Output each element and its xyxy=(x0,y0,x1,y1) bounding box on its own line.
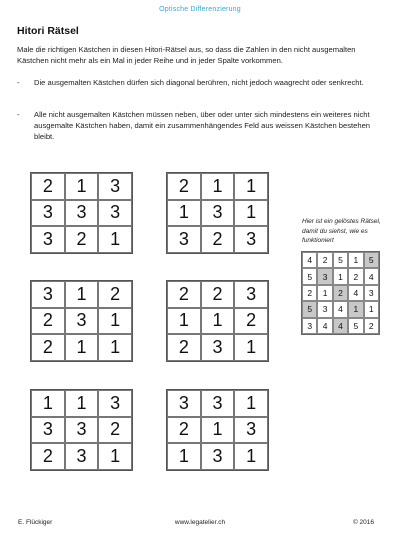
puzzle-cell[interactable]: 2 xyxy=(98,281,132,308)
puzzle-cell[interactable]: 3 xyxy=(98,173,132,200)
solved-cell: 3 xyxy=(317,301,332,317)
puzzle-cell[interactable]: 2 xyxy=(167,281,201,308)
puzzle-cell[interactable]: 3 xyxy=(98,200,132,227)
puzzle-cell[interactable]: 3 xyxy=(31,226,65,253)
puzzle-cell[interactable]: 2 xyxy=(31,308,65,335)
puzzle-cell[interactable]: 2 xyxy=(31,443,65,470)
puzzle-cell[interactable]: 2 xyxy=(31,173,65,200)
puzzle-cell[interactable]: 3 xyxy=(31,281,65,308)
footer-copyright: © 2016 xyxy=(352,519,374,526)
puzzle-cell[interactable]: 3 xyxy=(31,200,65,227)
solved-cell-shaded: 5 xyxy=(302,301,317,317)
solved-cell: 3 xyxy=(302,318,317,334)
puzzle-cell[interactable]: 1 xyxy=(234,390,268,417)
puzzle-cell[interactable]: 1 xyxy=(201,308,235,335)
puzzle-cell[interactable]: 1 xyxy=(98,308,132,335)
solved-cell: 2 xyxy=(348,268,363,284)
solved-cell: 4 xyxy=(317,318,332,334)
rule-dash: - xyxy=(17,110,20,119)
solved-cell: 2 xyxy=(302,285,317,301)
puzzle-cell[interactable]: 1 xyxy=(31,390,65,417)
puzzle-cell[interactable]: 3 xyxy=(234,417,268,444)
puzzle-cell[interactable]: 1 xyxy=(65,334,99,361)
puzzle-grid xyxy=(166,172,269,254)
puzzle-cell[interactable]: 1 xyxy=(234,443,268,470)
solved-cell: 4 xyxy=(364,268,379,284)
rule-text: Die ausgemalten Kästchen dürfen sich diagonal berühren, nicht jedoch waagrecht oder senkrecht. xyxy=(34,78,364,87)
puzzle-cell[interactable]: 3 xyxy=(167,226,201,253)
solved-example-grid xyxy=(301,251,380,335)
puzzle-cell[interactable]: 1 xyxy=(234,200,268,227)
puzzle-cell[interactable]: 1 xyxy=(98,334,132,361)
puzzle-cell[interactable]: 3 xyxy=(201,390,235,417)
puzzle-cell[interactable]: 3 xyxy=(234,281,268,308)
solved-cell: 4 xyxy=(302,252,317,268)
puzzle-grid xyxy=(30,389,133,471)
puzzle-grid xyxy=(30,172,133,254)
puzzle-cell[interactable]: 3 xyxy=(201,443,235,470)
puzzle-cell[interactable]: 1 xyxy=(201,173,235,200)
solved-cell: 1 xyxy=(333,268,348,284)
puzzle-cell[interactable]: 3 xyxy=(65,200,99,227)
puzzle-cell[interactable]: 1 xyxy=(98,226,132,253)
puzzle-cell[interactable]: 1 xyxy=(98,443,132,470)
puzzle-cell[interactable]: 1 xyxy=(234,334,268,361)
puzzle-cell[interactable]: 3 xyxy=(65,308,99,335)
puzzle-cell[interactable]: 2 xyxy=(201,281,235,308)
puzzle-cell[interactable]: 1 xyxy=(167,308,201,335)
solved-cell: 5 xyxy=(333,252,348,268)
puzzle-grid xyxy=(30,280,133,362)
rule-dash: - xyxy=(17,78,20,87)
solved-cell: 4 xyxy=(348,285,363,301)
rule-item xyxy=(17,109,387,142)
puzzle-cell[interactable]: 2 xyxy=(167,334,201,361)
puzzle-grid xyxy=(166,280,269,362)
puzzle-cell[interactable]: 3 xyxy=(98,390,132,417)
puzzle-cell[interactable]: 1 xyxy=(234,173,268,200)
solved-cell-shaded: 4 xyxy=(333,318,348,334)
solved-cell: 1 xyxy=(348,252,363,268)
solved-cell: 1 xyxy=(317,285,332,301)
solved-cell-shaded: 5 xyxy=(364,252,379,268)
solved-cell: 5 xyxy=(302,268,317,284)
solved-cell-shaded: 1 xyxy=(348,301,363,317)
rule-text: Alle nicht ausgemalten Kästchen müssen neben, über oder unter sich mindestens ein weiteres nicht ausgemalte Kästchen haben, damit ein zusammenhängendes Feld aus weissen Kästchen bestehen bleibt. xyxy=(34,110,371,141)
puzzle-cell[interactable]: 1 xyxy=(65,173,99,200)
header-label: Optische Differenzierung xyxy=(159,6,241,13)
footer-author: E. Flückiger xyxy=(18,519,53,526)
solved-cell: 2 xyxy=(364,318,379,334)
puzzle-cell[interactable]: 1 xyxy=(65,281,99,308)
solved-cell: 5 xyxy=(348,318,363,334)
puzzle-cell[interactable]: 2 xyxy=(167,417,201,444)
footer-website: www.legatelier.ch xyxy=(174,519,226,526)
puzzle-cell[interactable]: 2 xyxy=(98,417,132,444)
puzzle-cell[interactable]: 3 xyxy=(234,226,268,253)
solved-cell: 4 xyxy=(333,301,348,317)
puzzle-cell[interactable]: 2 xyxy=(167,173,201,200)
puzzle-cell[interactable]: 3 xyxy=(65,443,99,470)
puzzle-cell[interactable]: 2 xyxy=(201,226,235,253)
puzzle-cell[interactable]: 1 xyxy=(167,443,201,470)
solved-cell: 2 xyxy=(317,252,332,268)
solved-cell-shaded: 3 xyxy=(317,268,332,284)
intro-text: Male die richtigen Kästchen in diesen Hitori-Rätsel aus, so dass die Zahlen in den nicht ausgemalten Kästchen nicht mehr als ein Mal in jeder Reihe und in jeder Spalte vorkommen. xyxy=(17,45,356,65)
puzzle-grid xyxy=(166,389,269,471)
rule-item xyxy=(17,77,387,88)
solved-cell-shaded: 2 xyxy=(333,285,348,301)
puzzle-cell[interactable]: 3 xyxy=(31,417,65,444)
puzzle-cell[interactable]: 3 xyxy=(201,200,235,227)
solved-cell: 1 xyxy=(364,301,379,317)
puzzle-cell[interactable]: 2 xyxy=(31,334,65,361)
solved-cell: 3 xyxy=(364,285,379,301)
solved-example-caption: Hier ist ein gelöstes Rätsel, damit du siehst, wie es funktioniert xyxy=(302,218,381,244)
puzzle-cell[interactable]: 1 xyxy=(65,390,99,417)
puzzle-cell[interactable]: 3 xyxy=(65,417,99,444)
puzzle-cell[interactable]: 2 xyxy=(234,308,268,335)
puzzle-cell[interactable]: 2 xyxy=(65,226,99,253)
puzzle-cell[interactable]: 1 xyxy=(167,200,201,227)
puzzle-cell[interactable]: 3 xyxy=(167,390,201,417)
page-title: Hitori Rätsel xyxy=(17,25,79,37)
puzzle-cell[interactable]: 3 xyxy=(201,334,235,361)
puzzle-cell[interactable]: 1 xyxy=(201,417,235,444)
